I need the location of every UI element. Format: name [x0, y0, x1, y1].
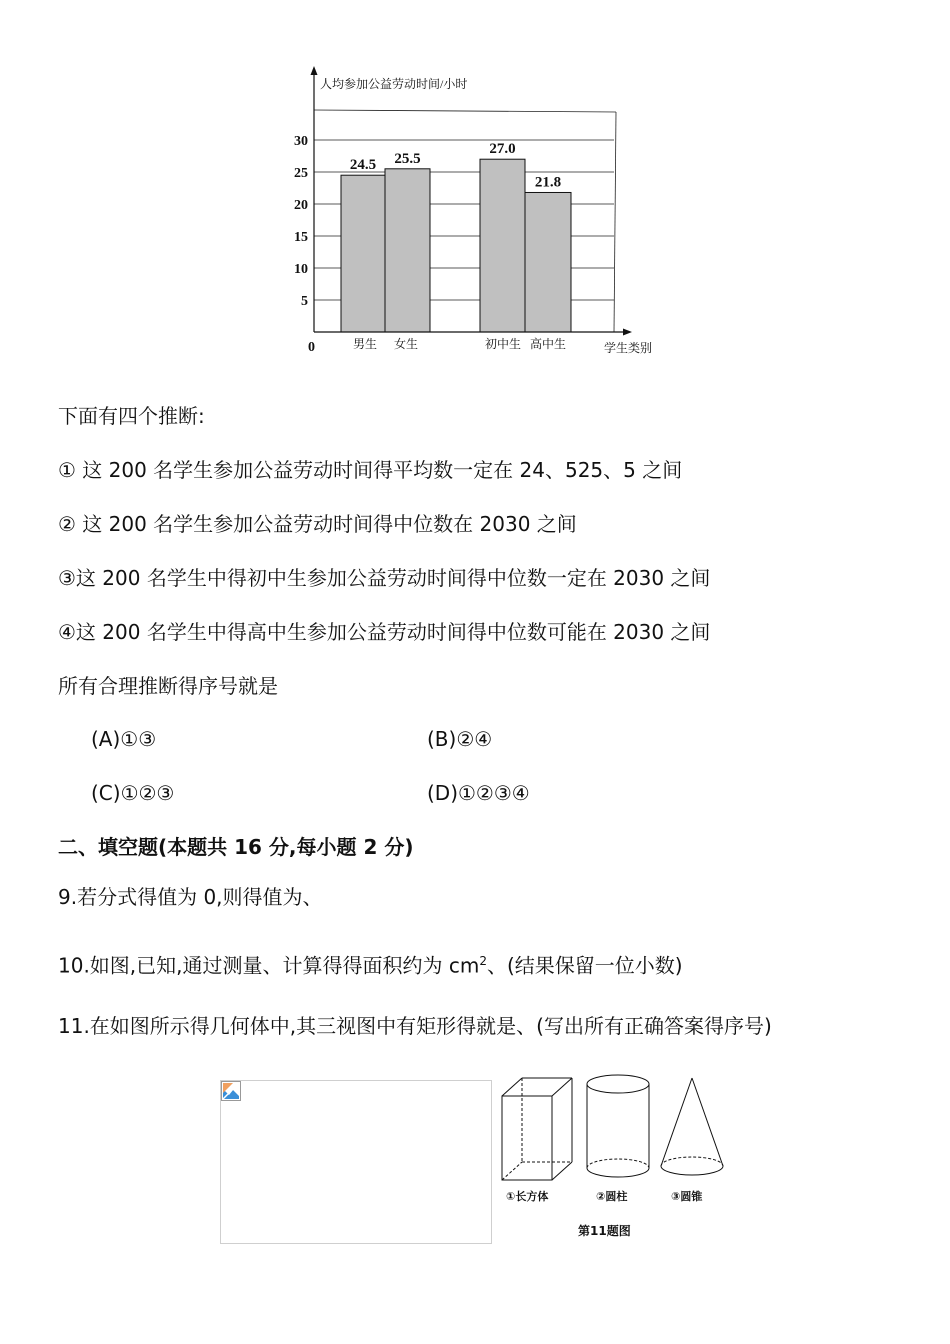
y-axis-arrow: [311, 66, 318, 75]
bar: [480, 159, 525, 332]
statement-3: ③这 200 名学生中得初中生参加公益劳动时间得中位数一定在 2030 之间: [58, 566, 711, 590]
bar-value-label: 21.8: [534, 174, 562, 191]
question-10-note: 、(结果保留一位小数): [487, 953, 683, 978]
bar-value-label: 25.5: [394, 150, 421, 167]
category-label: 初中生: [484, 337, 522, 351]
y-tick-label: 30: [294, 134, 308, 149]
question-10: [58, 949, 683, 978]
label-cone: ③圆锥: [671, 1190, 703, 1203]
label-cuboid: ①长方体: [506, 1190, 549, 1203]
option-b: (B)②④: [427, 727, 493, 751]
y-tick-label: 10: [294, 262, 308, 277]
section-heading: 二、填空题(本题共 16 分,每小题 2 分): [58, 835, 414, 859]
option-c: (C)①②③: [91, 781, 175, 805]
figure-caption: 第11题图: [578, 1224, 631, 1238]
x-axis-arrow: [623, 329, 632, 336]
y-tick-label: 25: [294, 166, 308, 181]
bar: [385, 169, 430, 332]
question-11: 11.在如图所示得几何体中,其三视图中有矩形得就是、(写出所有正确答案得序号): [58, 1014, 772, 1038]
category-label: 男生: [352, 337, 378, 351]
category-label: 高中生: [529, 337, 567, 351]
question-prompt: 所有合理推断得序号就是: [58, 674, 278, 698]
y-tick-label: 15: [294, 230, 308, 245]
question-10-text: 10.如图,已知,通过测量、计算得得面积约为 cm: [58, 953, 480, 978]
bar: [525, 192, 571, 332]
y-axis-label: 人均参加公益劳动时间/小时: [320, 77, 468, 91]
chart-svg: [270, 62, 680, 362]
statement-1: ① 这 200 名学生参加公益劳动时间得平均数一定在 24、525、5 之间: [58, 458, 683, 482]
label-cylinder: ②圆柱: [596, 1190, 628, 1203]
cuboid-drawing: [502, 1078, 572, 1180]
statement-4: ④这 200 名学生中得高中生参加公益劳动时间得中位数可能在 2030 之间: [58, 620, 711, 644]
y-tick-label: 20: [294, 198, 308, 213]
gridline-top: [314, 110, 616, 112]
origin-label: 0: [308, 340, 315, 355]
cylinder-drawing: [587, 1075, 649, 1177]
broken-image-icon: [221, 1081, 241, 1101]
unit-superscript: 2: [479, 954, 487, 968]
option-a: (A)①③: [91, 727, 157, 751]
bar-value-label: 27.0: [489, 141, 516, 158]
bar-value-label: 24.5: [349, 157, 377, 174]
image-placeholder: [220, 1080, 492, 1244]
bar-chart: [270, 62, 680, 362]
intro-text: 下面有四个推断:: [58, 404, 205, 428]
y-tick-label: 5: [301, 294, 308, 309]
question-9: 9.若分式得值为 0,则得值为、: [58, 885, 323, 909]
cone-drawing: [661, 1078, 723, 1175]
chart-right-frame: [614, 112, 616, 332]
statement-2: ② 这 200 名学生参加公益劳动时间得中位数在 2030 之间: [58, 512, 577, 536]
bar: [341, 175, 385, 332]
x-axis-label: 学生类别: [604, 341, 653, 355]
option-d: (D)①②③④: [427, 781, 530, 805]
category-label: 女生: [393, 337, 419, 351]
